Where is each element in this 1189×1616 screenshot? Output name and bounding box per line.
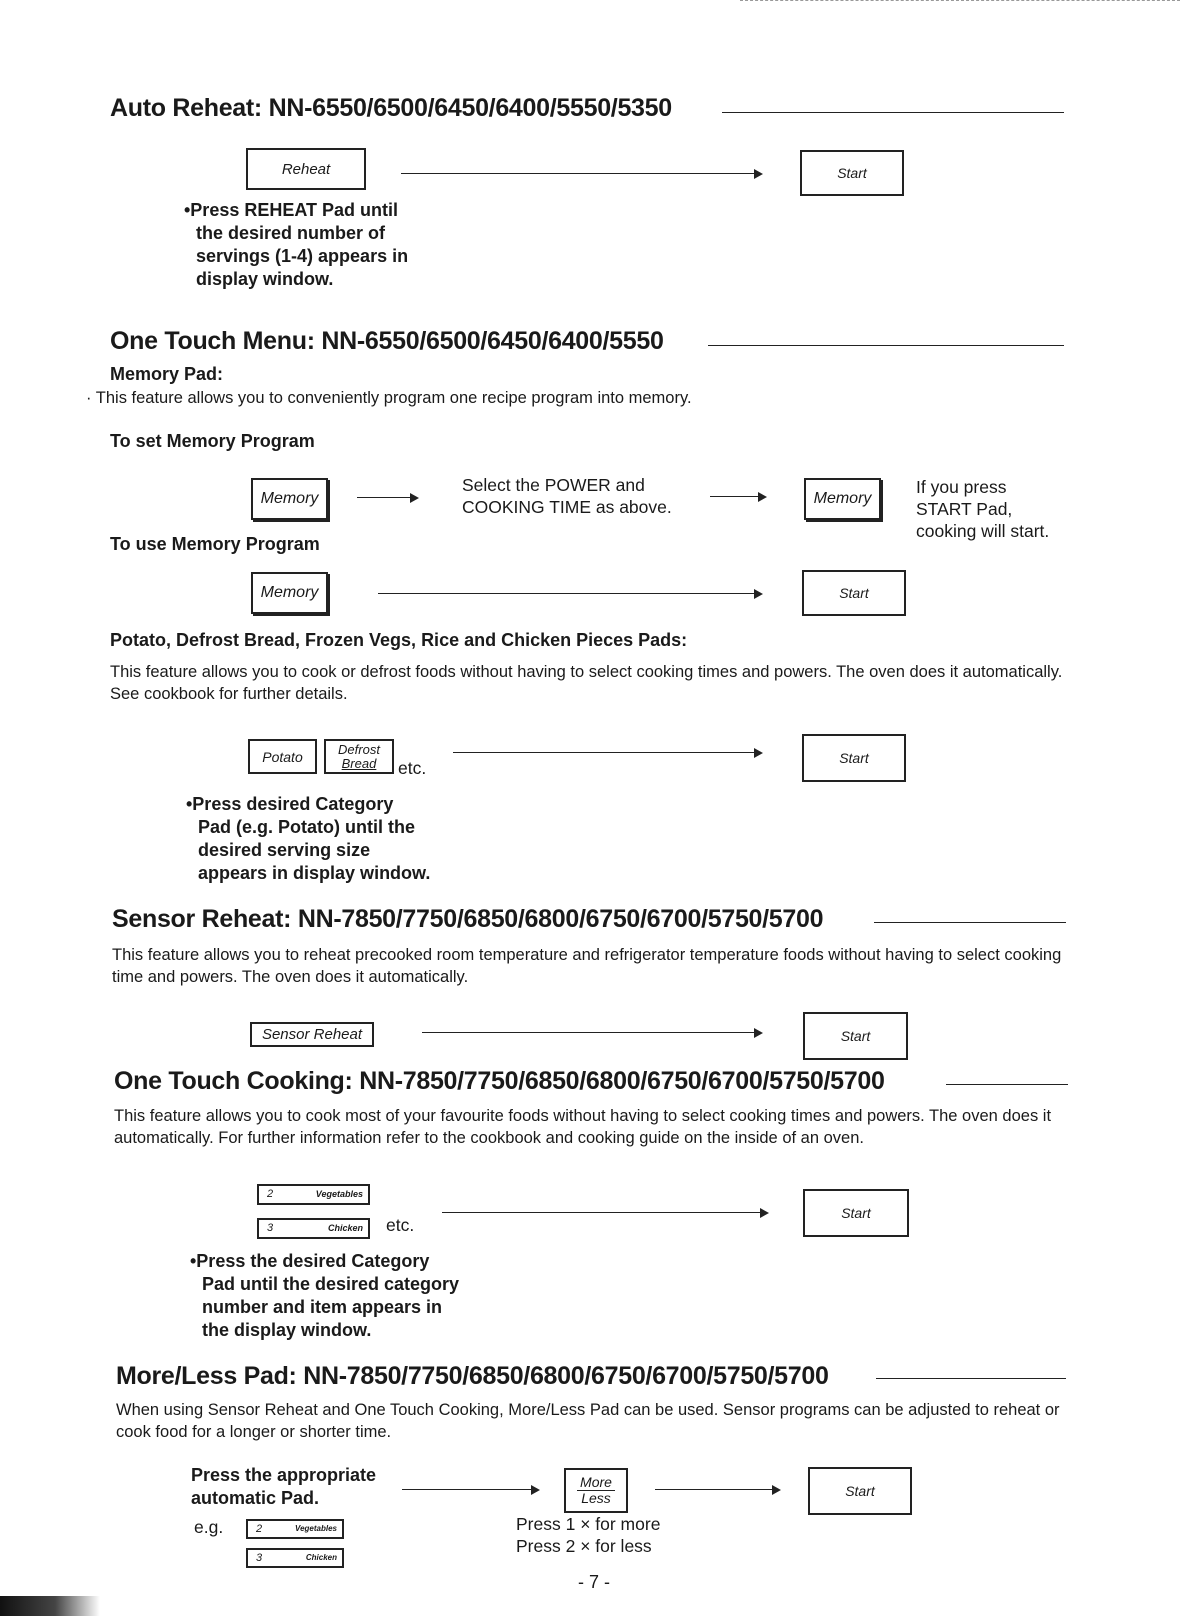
one-touch-menu-title: One Touch Menu: NN-6550/6500/6450/6400/5550	[110, 327, 664, 355]
reheat-pad[interactable]: Reheat	[246, 148, 366, 190]
more-less-pad[interactable]: More Less	[564, 1468, 628, 1513]
etc-text: etc.	[386, 1215, 415, 1235]
select-power-text: Select the POWER and COOKING TIME as above.	[462, 475, 672, 517]
title-rule	[708, 345, 1064, 346]
start-pad[interactable]: Start	[808, 1467, 912, 1515]
arrow-icon	[357, 492, 419, 504]
defrost-bread-pad[interactable]: Defrost Bread	[324, 739, 394, 774]
category-instructions: •Press desired Category Pad (e.g. Potato) until the desired serving size appears in display window.	[186, 794, 431, 883]
more-less-text: When using Sensor Reheat and One Touch Cooking, More/Less Pad can be used. Sensor programs can be adjusted to reheat or cook food for a longer or shorter time.	[116, 1401, 1060, 1441]
one-touch-cooking-text: This feature allows you to cook most of your favourite foods without having to select cooking times and powers. The oven does it automatically. For further information refer to the cookbook and cooking guide on the inside of an oven.	[114, 1107, 1052, 1147]
start-pad[interactable]: Start	[803, 1012, 908, 1060]
sensor-reheat-text: This feature allows you to reheat precooked room temperature and refrigerator temperature foods without having to select cooking time and powers. The oven does it automatically.	[112, 946, 1062, 986]
memory-pad[interactable]: Memory	[251, 478, 328, 520]
vegetables-pad[interactable]: 2 Vegetables	[257, 1184, 370, 1205]
etc-text: etc.	[398, 758, 427, 778]
arrow-icon	[655, 1484, 781, 1496]
title-rule	[946, 1084, 1068, 1085]
arrow-icon	[402, 1484, 540, 1496]
chicken-pad[interactable]: 3 Chicken	[246, 1548, 344, 1568]
auto-reheat-instructions: •Press REHEAT Pad until the desired number of servings (1-4) appears in display window.	[184, 200, 409, 289]
memory-pad[interactable]: Memory	[804, 478, 881, 520]
use-memory-heading: To use Memory Program	[110, 534, 320, 554]
one-touch-cooking-instructions: •Press the desired Category Pad until the desired category number and item appears in the display window.	[190, 1251, 460, 1340]
category-pads-text: This feature allows you to cook or defrost foods without having to select cooking times and powers. The oven does it automatically. See cookbook for further details.	[110, 663, 1063, 703]
chicken-pad[interactable]: 3 Chicken	[257, 1218, 370, 1239]
scan-artifact-corner	[0, 1596, 100, 1616]
sensor-reheat-pad[interactable]: Sensor Reheat	[250, 1022, 374, 1047]
arrow-icon	[401, 168, 763, 180]
start-pad[interactable]: Start	[803, 1189, 909, 1237]
press-count-text: Press 1 × for more Press 2 × for less	[516, 1514, 661, 1556]
one-touch-cooking-title: One Touch Cooking: NN-7850/7750/6850/6800/6750/6700/5750/5700	[114, 1067, 885, 1095]
vegetables-pad[interactable]: 2 Vegetables	[246, 1519, 344, 1539]
start-pad[interactable]: Start	[802, 570, 906, 616]
start-pad[interactable]: Start	[800, 150, 904, 196]
category-pads-heading: Potato, Defrost Bread, Frozen Vegs, Rice and Chicken Pieces Pads:	[110, 630, 688, 650]
arrow-icon	[422, 1027, 763, 1039]
title-rule	[722, 112, 1064, 113]
memory-pad[interactable]: Memory	[251, 572, 328, 614]
potato-pad[interactable]: Potato	[248, 739, 317, 774]
set-memory-heading: To set Memory Program	[110, 431, 315, 451]
page-number: - 7 -	[578, 1572, 611, 1592]
sensor-reheat-title: Sensor Reheat: NN-7850/7750/6850/6800/6750/6700/5750/5700	[112, 905, 824, 933]
more-less-title: More/Less Pad: NN-7850/7750/6850/6800/6750/6700/5750/5700	[116, 1362, 829, 1390]
auto-reheat-title: Auto Reheat: NN-6550/6500/6450/6400/5550/5350	[110, 94, 672, 122]
start-note-text: If you press START Pad, cooking will start.	[916, 477, 1050, 541]
title-rule	[876, 1378, 1066, 1379]
scan-artifact-top	[740, 0, 1180, 5]
memory-pad-text: · This feature allows you to conveniently program one recipe program into memory.	[86, 389, 692, 407]
eg-text: e.g.	[194, 1517, 224, 1537]
press-appropriate-text: Press the appropriate automatic Pad.	[191, 1465, 377, 1508]
arrow-icon	[378, 588, 763, 600]
arrow-icon	[453, 747, 763, 759]
arrow-icon	[442, 1207, 769, 1219]
memory-pad-heading: Memory Pad:	[110, 364, 224, 384]
arrow-icon	[710, 491, 767, 503]
title-rule	[874, 922, 1066, 923]
start-pad[interactable]: Start	[802, 734, 906, 782]
